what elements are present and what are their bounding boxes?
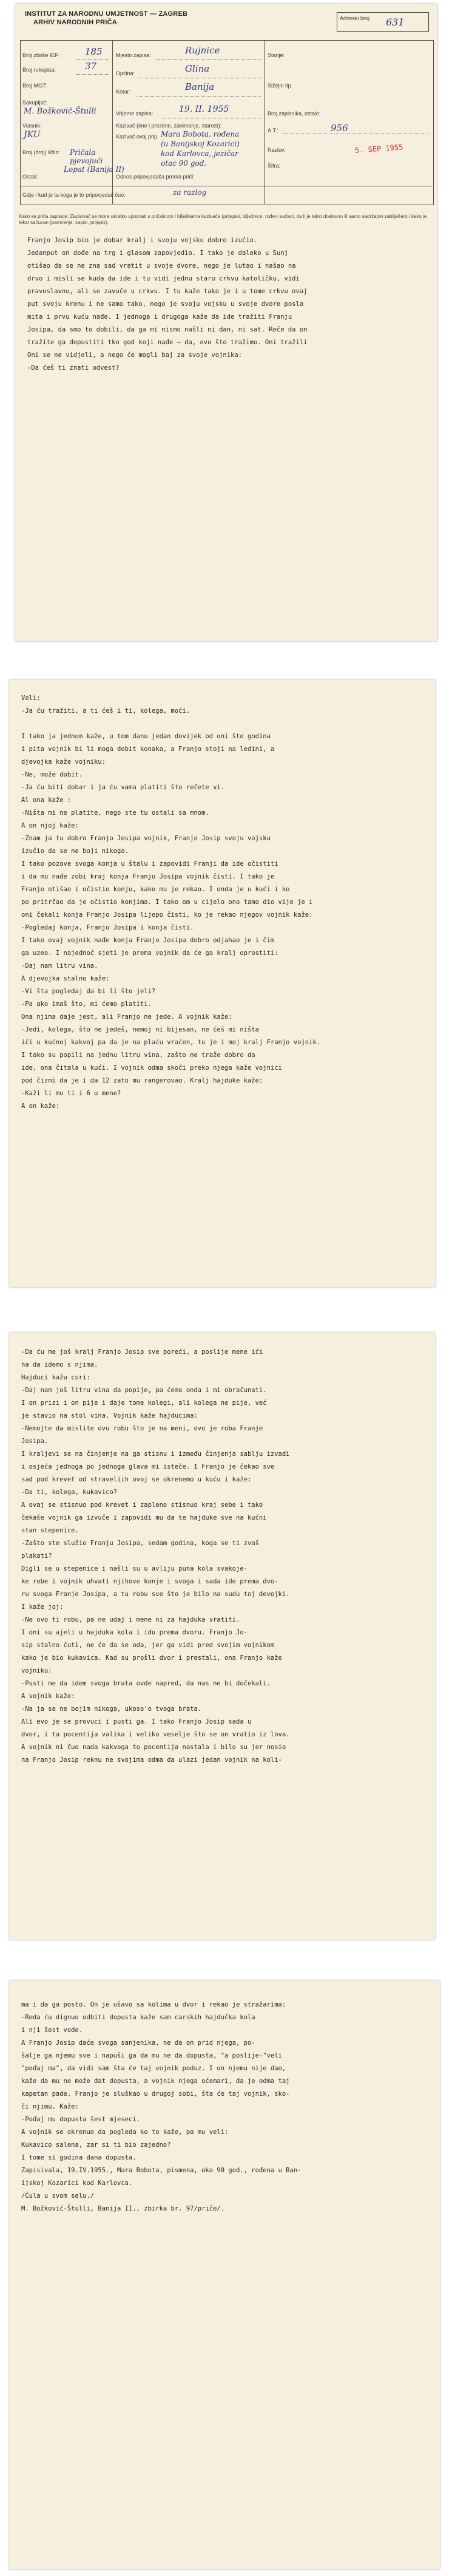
text-line: -Pusti me da idem svoga brata ovde napred, da nas ne bi dočekali. (21, 1680, 271, 1687)
text-line: sip stalno čuti, ne će da se oda, jer ga vidi pred svojim vojnikom (21, 1642, 275, 1649)
date-stamp: 5. SEP 1955 (354, 143, 403, 155)
text-line: otišao da se ne zna sad vratit u svoje dvore, nego je lutao i našao na (27, 262, 296, 270)
typed-page-3 (9, 1333, 435, 1940)
text-line: na Franjo Josip reknu ne svojima odma da ulazi jedan vojnik na koli- (21, 1756, 282, 1764)
text-line: "pođaj ma", da vidi sam šta će taj vojnik poduz. I on njemu nije dao, (21, 2065, 286, 2072)
informant-line-4: otac 90 god. (161, 159, 207, 168)
collector-label: Sakupljač: (22, 100, 48, 106)
ms-number: 185 (85, 46, 103, 57)
archive-number-box (337, 12, 429, 32)
narrated-label: Gdje i kad je ta koga je to pripovjedač čuo: (22, 192, 126, 198)
text-line: Kukavico salena, zar si ti bio zajedno? (21, 2141, 171, 2149)
county-label: Kotar: (116, 89, 131, 95)
text-line: drvo i misli se kuda da ide i tu vidi jednu staru crkvu katoličku, vidi (27, 275, 300, 282)
text-line: Josipa. (21, 1438, 49, 1445)
text-line: Josipa, da smo to dobili, da ga mi nismo našli ni dan, ni sat. Reče da on (27, 326, 308, 333)
text-line: A vojnik se okrenuo da pogleda ko to kaže, pa mu veli: (21, 2129, 229, 2136)
register-label: Broj zapisnika, ostalo: (268, 110, 321, 117)
text-line: -Ne, može dobit. (21, 771, 83, 778)
text-line: i da mu nađe zobi kraj konja Franjo Josipa vojnik čisti. I tako je (21, 873, 275, 880)
text-line: čekaše vojnik ga izvuče i zapovidi mu da te hajduke sve na kućni (21, 1514, 267, 1521)
text-line: -Pa ako imaš što, mi ćemo platiti. (21, 1001, 152, 1008)
text-line: A on kaže: (21, 1103, 60, 1110)
place: Rujnice (185, 45, 220, 56)
text-line: po pritrčao da je očistio konjima. I tako om u cijelo ono tamo dio vije je i (21, 899, 313, 906)
text-line: i pita vojnik bi li moga dobit konaka, a Franjo stoji na ledini, a (21, 746, 275, 753)
text-line: mita i prvu kuću nađe. I jednoga i drugoga kaže da ide tražiti Franju (27, 313, 292, 321)
text-line: -Kaži li mu ti i 6 u mene? (21, 1090, 121, 1097)
text-line: -Zašto ste služio Franju Josipa, sedam godina, koga se ti zvaš (21, 1540, 259, 1547)
text-line: kako je bio kukavica. Kad su prošli dvor i prestali, ona Franjo kaže (21, 1654, 282, 1662)
archive-name: ARHIV NARODNIH PRIČA (33, 19, 117, 26)
text-line: ga uzeo. I najednoć sjeti je prema vojnik da će ga kralj oprostiti: (21, 950, 278, 957)
text-line: Jedanput on dođe na trg i glasom zapovjedio. I tako je daleko u Sunj (27, 250, 288, 257)
typed-page-4 (9, 1980, 440, 2569)
relation-label: Odnos pripovjedača prema priči: (116, 174, 195, 180)
text-line: je stavio na stol vina. Vojnik kaže hajducima: (21, 1412, 198, 1419)
text-line: -Reda ću dignuo odbiti dopusta kaže sam carskih hajdučka kola (21, 2014, 255, 2021)
page-number: 37 (85, 61, 97, 72)
text-line: -Ja ću tražiti, a ti ćeš i ti, kolega, moći. (21, 707, 190, 715)
text-line: ide, ona čitala u kući. I vojnik odma skoči preko njega kaže vojnici (21, 1064, 282, 1072)
text-line: -Vi šta pogledaj da bi li što jeli? (21, 988, 156, 995)
text-line: A vojnik ni čuo nada kakvoga to pocentija nastala i bilo su jer nosio (21, 1744, 286, 1751)
text-line: Al ona kaže : (21, 797, 72, 804)
text-line: A vojnik kaže: (21, 1693, 75, 1700)
date: 19. II. 1955 (179, 104, 229, 114)
other-note-3: Lopat (Banija II) (64, 165, 124, 174)
text-line: Oni se ne vidjeli, a nego će mogli baj za svoje vojnika: (27, 352, 243, 359)
text-line: sad pod krevet od straveliih ovoj se okrenemo u kuću i kaže: (21, 1476, 252, 1483)
text-line: Digli se u stepenice i našli su u avliju puna kola svakoje- (21, 1565, 248, 1572)
text-line: A on njoj kaže: (21, 822, 79, 829)
text-line: Franjo Josip bio je dobar kralj i svoju vojsku dobro izučio. (27, 237, 258, 244)
chart-label: Šifra: (268, 163, 281, 169)
text-line: -Na ja se ne bojim nikoga, ukoso'o tvoga brata. (21, 1705, 202, 1713)
text-line: -Daj nam još litru vina da popije, pa ćemo onda i mi obračunati. (21, 1387, 267, 1394)
text-line: plakati? (21, 1552, 52, 1560)
county: Banija (185, 81, 215, 92)
text-line: ke robe i vojnik uhvati njihove konje i svoga i sada ide prema dvo- (21, 1578, 278, 1585)
collector: M. Božković-Štulli (24, 107, 96, 116)
copy-label: Broj (broj) ličilo: (22, 149, 61, 155)
text-line: Veli: (21, 695, 41, 702)
text-line: -Ništa mi ne platite, nego ste tu ostali sa mnom. (21, 809, 209, 817)
text-line: izučio da se ne boji nikoga. (21, 848, 129, 855)
text-line: I tako pozove svoga konja u štalu i zapovidi Franji da ide očistiti (21, 860, 278, 868)
district: Glina (185, 63, 210, 74)
text-line: I kaže joj: (21, 1603, 64, 1611)
card-grid (20, 40, 434, 205)
state-label: Stanje: (268, 52, 285, 58)
text-line: -Da ću me još kralj Franjo Josip sve poreći, a poslije mene ići (21, 1348, 263, 1356)
note-mark: za razlog (173, 188, 207, 197)
text-line: -Ja ću biti dobar i ja ću vama platiti što rečete vi. (21, 784, 225, 791)
text-line: -Ne ovo ti robu, pa ne udaj i mene ni za hajduka vratiti. (21, 1616, 240, 1623)
informant-line-2: (u Banijskoj Kozarici) (161, 140, 240, 148)
text-line: dvor, i ta pocentija valika i veliko veselje što se on vratio iz lova. (21, 1731, 290, 1738)
text-line: ijskoj Kozarici kod Karlovca. (21, 2180, 133, 2187)
text-line: tražite ga dopustiti tko god koji nađe — da, ovo što tražimo. Oni tražili (27, 339, 308, 346)
typed-page-2 (9, 680, 436, 1287)
owner-label: Vlasnik: (22, 123, 42, 129)
typed-text-page-4 (21, 1999, 430, 2215)
other-note-1: Pričala (70, 148, 96, 157)
text-line: I tako ovaj vojnik nađe konja Franjo Josipa dobro odjahao je i čim (21, 937, 275, 944)
type-label: Sižejni tip (268, 83, 291, 89)
text-line: -Znam ja tu dobro Franjo Josipa vojnik, Franjo Josip svoju vojsku (21, 835, 271, 842)
text-line: I on prizi i on pije i daje tome kolegi, ali kolega ne pije, već (21, 1399, 267, 1407)
text-line: na da idemo s njima. (21, 1361, 98, 1368)
at-number: 956 (331, 123, 348, 134)
text-line: šalje ga njemu sve i napuši ga da mu ne da dopusta, "a poslije-"veli (21, 2052, 282, 2059)
text-line: -Daj nam litru vina. (21, 962, 98, 970)
text-line: -Pogledaj konja, Franjo Josipa i konja čisti. (21, 924, 194, 931)
mgt-label: Broj MGT: (22, 83, 47, 89)
text-line: i osjeća jednoga po jednoga glava mi isteče. I Franjo je čekao sve (21, 1463, 275, 1470)
typed-text-page-1 (27, 234, 428, 375)
informant-line-3: kod Karlovca, jezičar (161, 149, 238, 158)
other-label: Ostali: (22, 174, 38, 180)
text-line: I tako ja jednom kaže, u tom danu jedan dovijek od oni što godina (21, 733, 271, 740)
text-line: -Pođaj mu dopusta šest mjeseci. (21, 2116, 140, 2123)
text-line: Ali evo je se provuci i pusti ga. I tako Franjo Josip sada u (21, 1718, 252, 1725)
text-line: I kraljevi se na činjenje na ga stisnu i između činjenja sablju izvadi (21, 1450, 290, 1458)
card-page (15, 4, 437, 641)
archive-number-label: Arhivski broj (340, 15, 370, 21)
text-line: /Čula u svom selu./ (21, 2192, 95, 2200)
text-line: Franjo otišao i očistio konju, kako mu je rekao. I onda je u kući i ko (21, 886, 290, 893)
text-line: -Da ćeš ti znati odvest? (27, 364, 120, 372)
text-line: ići u kućnoj kakvoj pa da je na plaću vraćen, tu je i moj kralj Franjo vojnik. (21, 1039, 321, 1046)
card-footnote: Kako se priča zapisuje: Zapisivač se mora ukratko upoznati s pričalicom i bilješkama kazivača (prijepisi, bilježnice, rođeni sažeci, da li je tekst doslovno ili samo sadržajno zabilježen) i kako je tekst sačuvan (pamćenje, zapisi, prijepis). (19, 214, 427, 225)
text-line: oni čekali konja Franjo Josipa lijepo čisti, ko je rekao njegov vojnik kaže: (21, 911, 313, 919)
text-line: A ovaj se stisnuo pod krevet i zapleno stisnuo kraj sebe i tako (21, 1501, 263, 1509)
text-line: ma i da ga posto. On je ušavo sa kolima u dvor i rekao je stražarima: (21, 2001, 286, 2008)
page-number-label: Broj rukopisa: (22, 67, 56, 73)
family-label: Kazivač ovaj prip. (116, 134, 159, 140)
text-line: I tome si godina dana dopusta. (21, 2154, 136, 2161)
text-line: -Nemojte da mislite ovu robu što je na meni, ovo je roba Franje (21, 1425, 263, 1432)
text-line: pod čizmi da je i da 12 zato mu rangerovao. Kralj hajduke kaže: (21, 1077, 263, 1084)
text-line: i nji šest vode. (21, 2027, 83, 2034)
text-line: M. Božković-Štulli, Banija II., zbirka br. 97/priče/. (21, 2205, 225, 2212)
text-line: ru svoga Franje Josipa, a tu robu sve što je bilo na sudu toj devojki. (21, 1591, 290, 1598)
ms-number-label: Broj zbirke IEF: (22, 52, 60, 58)
informant-line-1: Mara Bobota, rođena (161, 130, 240, 138)
institute-name: INSTITUT ZA NARODNU UMJETNOST — ZAGREB (25, 10, 188, 18)
text-line: vojniku: (21, 1667, 52, 1674)
text-line: Hajduci kažu curi: (21, 1374, 90, 1381)
text-line: A djevojka stalno kaže: (21, 975, 110, 982)
text-line (21, 718, 426, 730)
text-line: či njimu. Kaže: (21, 2103, 79, 2110)
text-line: I oni su ajeli u hajduka kola i idu prema dvoru. Franjo Jo- (21, 1629, 248, 1636)
text-line: I tako su popili na jednu litru vina, zašto ne traže dobro da (21, 1052, 255, 1059)
text-line: pravoslavnu, ali se zavuče u crkvu. I tu kaže tako je i u tome crkvu ovaj (27, 288, 308, 295)
institute-header (25, 10, 187, 27)
text-line: stan stepenice. (21, 1527, 79, 1534)
place-label: Mjesto zapisa: (116, 52, 151, 58)
district-label: Općina: (116, 70, 135, 76)
text-line: A Franjo Josip daće svoga sanjenika, ne da on prid njega, po- (21, 2039, 255, 2047)
text-line: djevojka kaže vojniku: (21, 758, 106, 766)
typed-text-page-2 (21, 692, 426, 1113)
text-line: Ona njima daje jest, ali Franjo ne jede. A vojnik kaže: (21, 1013, 232, 1021)
text-line: kapetan pade. Franjo je sluškao u drugoj sobi, šta će taj vojnik, sko- (21, 2090, 290, 2098)
other-note-2: pjevajući (70, 157, 103, 165)
at-label: A.T.: (268, 127, 279, 134)
date-label: Vrijeme zapisa: (116, 110, 153, 117)
text-line: -Jedi, kolega, što ne jedeš, nemoj ni bijesan, ne ćeš mi ništa (21, 1026, 259, 1033)
archive-number: 631 (386, 16, 405, 28)
text-line: put svoju krenu i ne samo tako, nego je svoju vojsku u svoje dvore posla (27, 301, 304, 308)
owner: JKU (24, 130, 41, 140)
text-line: Zapisivala, 19.IV.1955., Mara Bobota, pismena, oko 90 god., rođena u Ban- (21, 2167, 302, 2174)
text-line: -Da ti, kolega, kukavico? (21, 1489, 118, 1496)
informant-label: Kazivač (ime i prezime, zanimanje, starost): (116, 123, 222, 129)
text-line: kaže da mu ne može dat dopusta, a vojnik njega oćemari, da je odma taj (21, 2078, 290, 2085)
typed-text-page-3 (21, 1346, 425, 1767)
title-label: Naslov: (268, 147, 286, 153)
